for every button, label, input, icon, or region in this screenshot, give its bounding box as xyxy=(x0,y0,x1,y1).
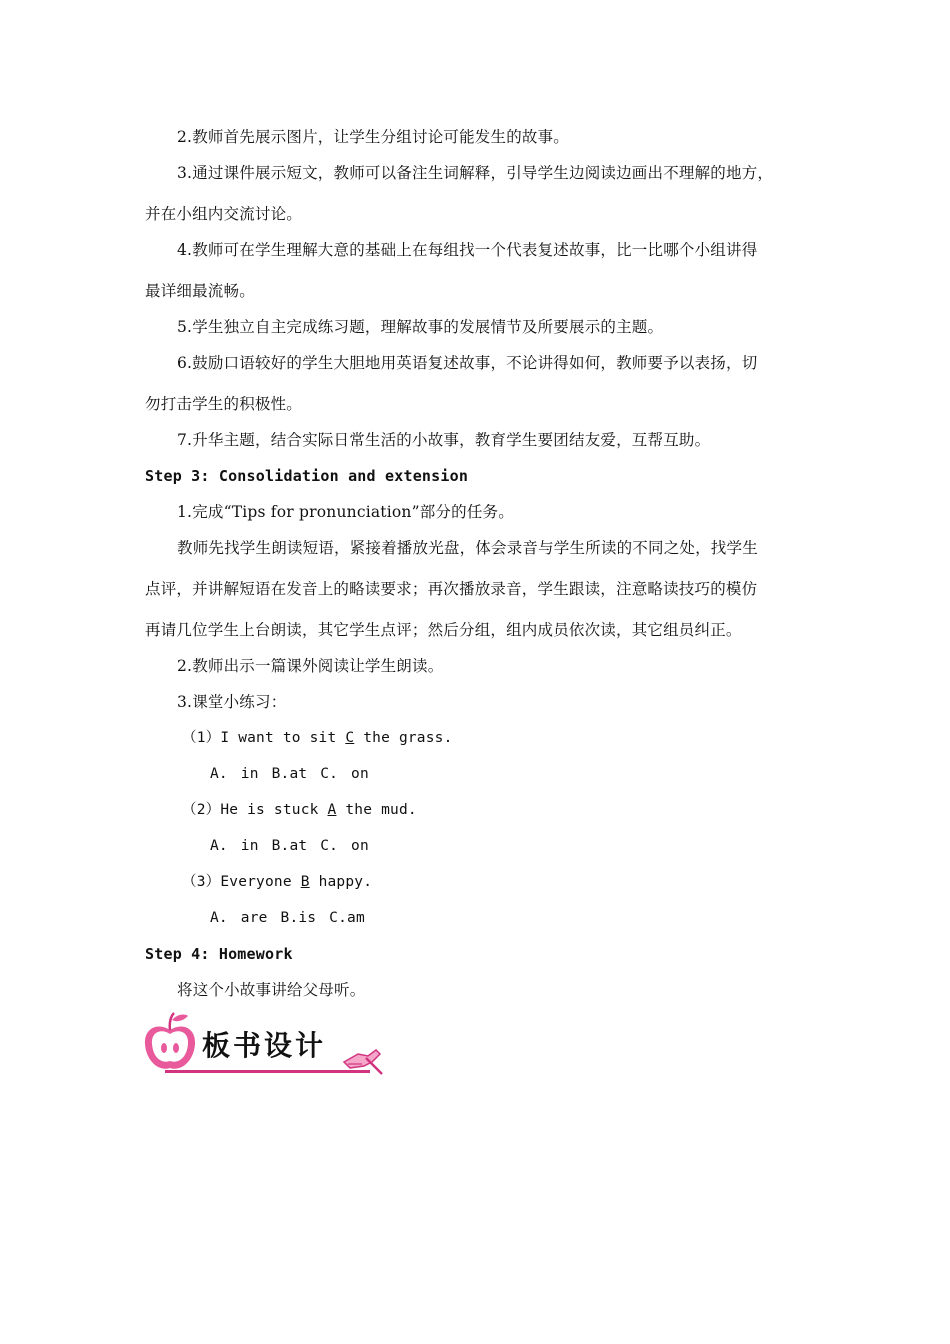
text-line: 5.学生独立自主完成练习题，理解故事的发展情节及所要展示的主题。 xyxy=(177,318,664,336)
answer-letter: A xyxy=(327,802,337,818)
question-text: the mud. xyxy=(336,802,417,818)
text-line: 4.教师可在学生理解大意的基础上在每组找一个代表复述故事，比一比哪个小组讲得 xyxy=(177,241,758,259)
text-line: 并在小组内交流讨论。 xyxy=(145,205,303,223)
answer-letter: C xyxy=(345,730,355,746)
exercise-options: A. are B.is C.am xyxy=(210,910,365,926)
banner-title: 板书设计 xyxy=(202,1029,327,1062)
text-line: 3.通过课件展示短文，教师可以备注生词解释，引导学生边阅读边画出不理解的地方， xyxy=(177,164,774,182)
text-line: 3.课堂小练习： xyxy=(177,693,287,711)
exercise-options: A. in B.at C. on xyxy=(210,838,369,854)
question-text: happy. xyxy=(309,874,373,890)
text-line: 1.完成“Tips for pronunciation”部分的任务。 xyxy=(177,503,514,521)
apple-icon xyxy=(140,1010,200,1078)
question-text: the grass. xyxy=(354,730,453,746)
writing-hand-icon xyxy=(340,1040,385,1076)
text-line: 教师先找学生朗读短语，紧接着播放光盘，体会录音与学生所读的不同之处，找学生 xyxy=(177,539,758,557)
question-text: （2）He is stuck xyxy=(182,802,328,818)
exercise-question xyxy=(182,799,417,821)
question-text: （3）Everyone xyxy=(182,874,301,890)
text-line: 2.教师出示一篇课外阅读让学生朗读。 xyxy=(177,657,444,675)
section-banner xyxy=(140,1010,385,1078)
text-line: 7.升华主题，结合实际日常生活的小故事，教育学生要团结友爱，互帮互助。 xyxy=(177,431,711,449)
answer-letter: B xyxy=(300,874,310,890)
question-text: （1）I want to sit xyxy=(182,730,346,746)
text-line: 点评，并讲解短语在发音上的略读要求；再次播放录音，学生跟读，注意略读技巧的模仿 xyxy=(145,580,758,598)
text-line: 6.鼓励口语较好的学生大胆地用英语复述故事，不论讲得如何，教师要予以表扬，切 xyxy=(177,354,758,372)
text-line: 2.教师首先展示图片，让学生分组讨论可能发生的故事。 xyxy=(177,128,569,146)
text-line: 最详细最流畅。 xyxy=(145,282,255,300)
exercise-question xyxy=(182,727,453,749)
exercise-question xyxy=(182,871,372,893)
text-line: 勿打击学生的积极性。 xyxy=(145,395,303,413)
text-line: 将这个小故事讲给父母听。 xyxy=(177,981,366,999)
step-heading: Step 3: Consolidation and extension xyxy=(145,467,469,485)
exercise-options: A. in B.at C. on xyxy=(210,766,369,782)
text-line: 再请几位学生上台朗读，其它学生点评；然后分组，组内成员依次读，其它组员纠正。 xyxy=(145,621,742,639)
step-heading: Step 4: Homework xyxy=(145,945,293,963)
